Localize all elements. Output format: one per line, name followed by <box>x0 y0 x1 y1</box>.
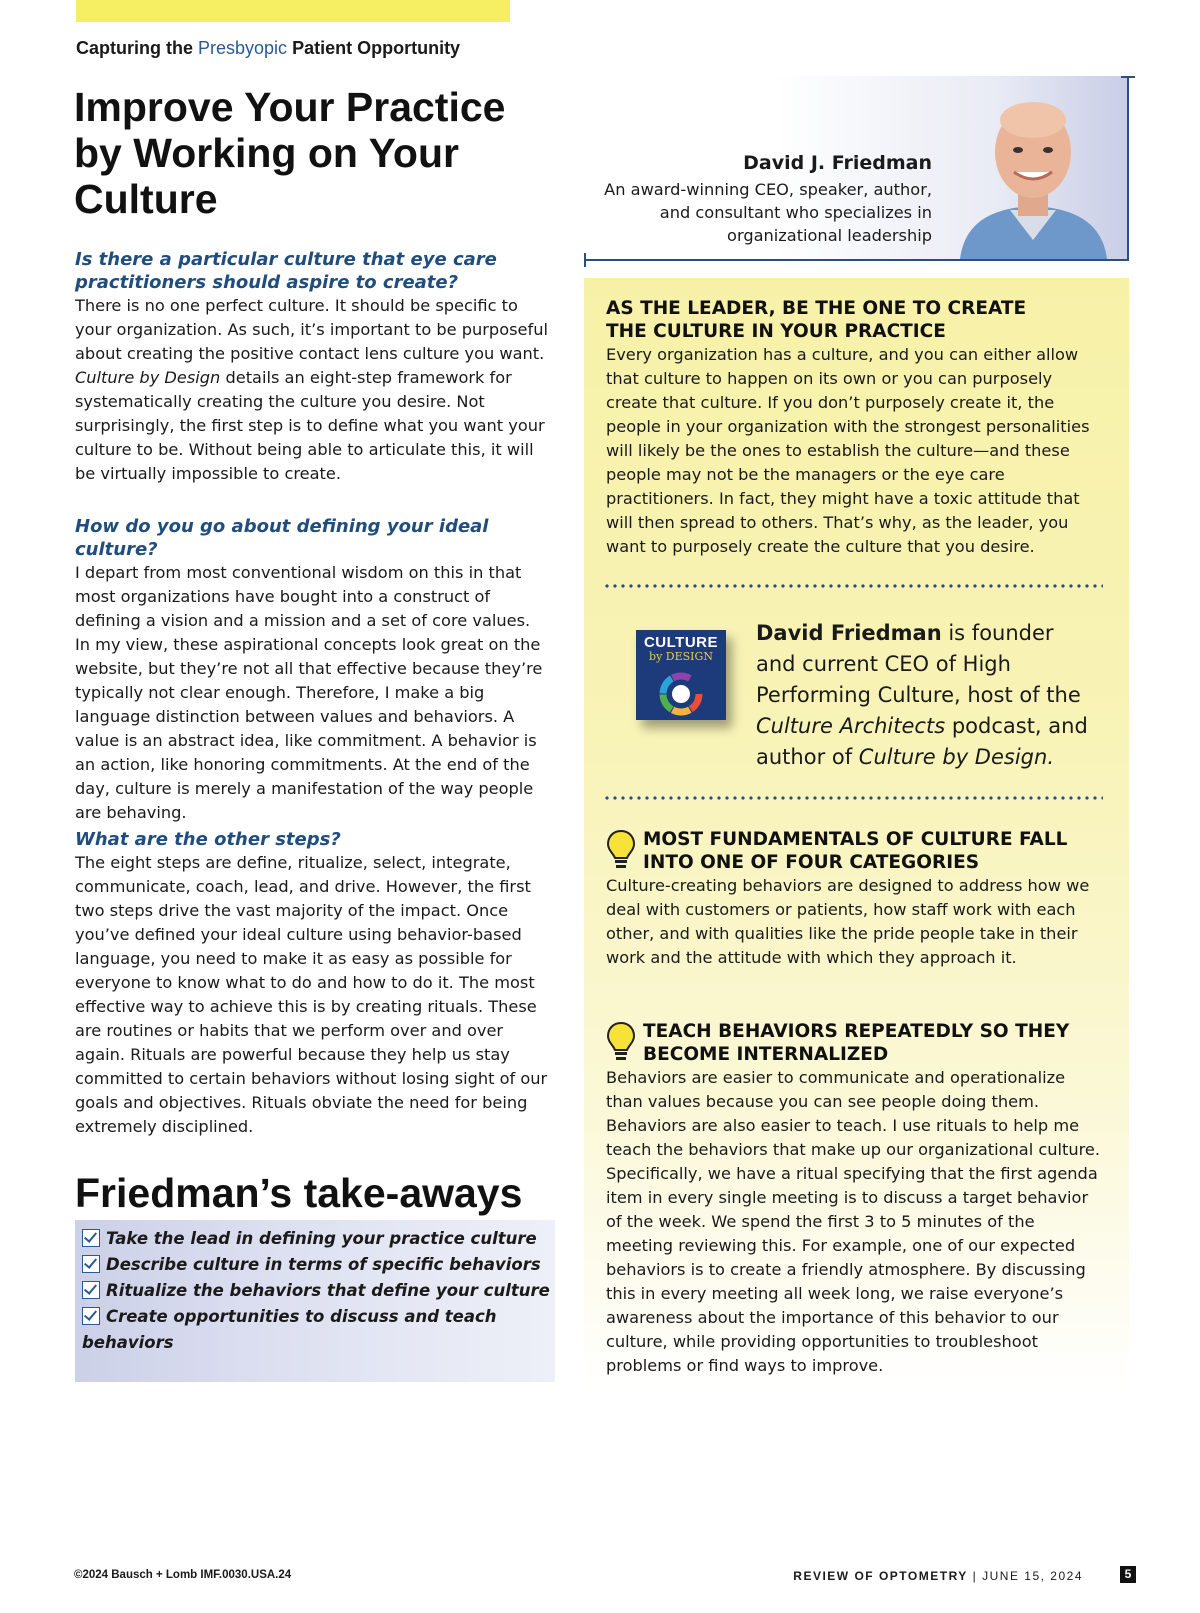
panel-section-leader <box>606 297 1106 559</box>
qa-block-1 <box>75 248 550 486</box>
takeaway-item <box>82 1304 552 1356</box>
question-2: How do you go about defining your ideal culture? <box>75 516 489 560</box>
book-cover-subtitle: by DESIGN <box>649 650 713 663</box>
takeaway-item <box>82 1226 552 1252</box>
qa-block-3 <box>75 828 550 1139</box>
card-rule-vertical <box>1127 76 1129 261</box>
takeaway-item <box>82 1252 552 1278</box>
book-wheel-graphic <box>636 630 726 720</box>
panel-paragraph-2: Culture-creating behaviors are designed to address how we deal with customers or patients, how staff work with each other, and with qualities like the pride people take in their work and the attitude with which they approach it. <box>606 876 1090 967</box>
panel-heading-2: MOST FUNDAMENTALS OF CULTURE FALL INTO ONE OF FOUR CATEGORIES <box>643 829 1068 873</box>
footer-separator: | <box>967 1569 983 1583</box>
kicker-post: Patient Opportunity <box>292 38 461 58</box>
page-number: 5 <box>1120 1566 1136 1583</box>
qa-block-2 <box>75 515 550 825</box>
footer-publication <box>793 1569 1083 1583</box>
panel-heading-3: TEACH BEHAVIORS REPEATEDLY SO THEY BECOME INTERNALIZED <box>643 1021 1070 1065</box>
portrait-illustration <box>940 90 1127 259</box>
answer-1 <box>75 294 550 486</box>
page-title: Improve Your Practice by Working on Your Culture <box>74 84 506 222</box>
bio-podcast-title: Culture Architects <box>756 714 946 738</box>
bio-text: podcast, and author of <box>756 714 1088 769</box>
lightbulb-icon <box>606 829 636 871</box>
panel-paragraph-3: Behaviors are easier to communicate and operationalize than values because you can see people doing them. Behaviors are also easier to teach. I use rituals to help me teach the behaviors that make up our organizational culture. Specifically, we have a ritual specifying that the first agenda item in every single meeting is to discuss a target behavior of the week. We spend the first 3 to 5 minutes of the meeting reviewing this. For example, one of our expected behaviors is to create a friendly atmosphere. By discussing this in every meeting all week long, we raise everyone’s awareness about the importance of this behavior to our culture, while providing opportunities to troubleshoot problems or find ways to improve. <box>606 1068 1101 1375</box>
takeaway-text: Create opportunities to discuss and teach behaviors <box>82 1307 497 1352</box>
checkbox-icon <box>82 1307 100 1325</box>
book-cover-title: CULTURE <box>643 634 719 651</box>
answer-2: I depart from most conventional wisdom on this in that most organizations have bought into a construct of defining a vision and a mission and a set of core values. In my view, these aspirational concepts look great on the website, but they’re not all that effective because they’re typically not clear enough. Therefore, I make a big language distinction between values and behaviors. A value is an abstract idea, like commitment. A behavior is an action, like honoring commitments. At the end of the day, culture is merely a manifestation of the way people are behaving. <box>75 563 543 822</box>
card-rule-tick <box>1121 76 1135 78</box>
card-rule-horizontal <box>584 259 1129 261</box>
top-color-bar <box>76 0 510 22</box>
panel-heading-1 <box>606 297 1106 343</box>
bio-name: David Friedman <box>756 621 942 645</box>
takeaway-text: Describe culture in terms of specific behaviors <box>106 1255 541 1274</box>
footer-copyright: ©2024 Bausch + Lomb IMF.0030.USA.24 <box>74 1569 292 1581</box>
section-kicker <box>76 38 460 59</box>
checkbox-icon <box>82 1229 100 1247</box>
takeaway-item <box>82 1278 552 1304</box>
answer-1-part2: details an eight-step framework for systematically creating the culture you desire. Not surprisingly, the first step is to define what you want your culture to be. Without being able to articulate this, it will be virtually impossible to create. <box>75 368 545 483</box>
question-3: What are the other steps? <box>75 829 341 850</box>
lightbulb-icon <box>606 1021 636 1063</box>
dotted-divider <box>603 796 1103 800</box>
kicker-accent: Presbyopic <box>198 38 288 58</box>
answer-1-part1: There is no one perfect culture. It should be specific to your organization. As such, it’s important to be purposeful about creating the positive contact lens culture you want. <box>75 296 548 363</box>
panel-section-teach <box>606 1020 1106 1378</box>
publication-name: REVIEW OF OPTOMETRY <box>793 1569 968 1583</box>
author-portrait <box>940 90 1127 259</box>
bio-book-title: Culture by Design. <box>858 745 1054 769</box>
heading-line: AS THE LEADER, BE THE ONE TO CREATE <box>606 298 1027 319</box>
panel-paragraph-1: Every organization has a culture, and you can either allow that culture to happen on its own or you can purposely create that culture. If you don’t purposely create it, the people in your organization with the strongest personalities will likely be the ones to establish the culture—and these people may not be the managers or the eye care practitioners. In fact, they might have a toxic attitude that will then spread to others. That’s why, as the leader, you want to purposely create the culture that you desire. <box>606 345 1090 556</box>
checkbox-icon <box>82 1281 100 1299</box>
takeaway-text: Ritualize the behaviors that define your culture <box>106 1281 550 1300</box>
heading-line: THE CULTURE IN YOUR PRACTICE <box>606 321 946 342</box>
panel-section-fundamentals <box>606 828 1106 970</box>
panel-heading-3-wrap <box>606 1020 1106 1066</box>
bio-text: is founder and current CEO of High Performing Culture, host of the <box>756 621 1081 707</box>
answer-1-book-title: Culture by Design <box>75 368 221 387</box>
publication-date: JUNE 15, 2024 <box>982 1569 1083 1583</box>
checkbox-icon <box>82 1255 100 1273</box>
takeaways-list <box>82 1226 552 1356</box>
author-description: An award-winning CEO, speaker, author, and consultant who specializes in organizational leadership <box>604 180 932 245</box>
card-rule-tick <box>584 253 586 267</box>
book-cover <box>636 630 726 720</box>
dotted-divider <box>603 584 1103 588</box>
author-name: David J. Friedman <box>743 152 932 174</box>
answer-3: The eight steps are define, ritualize, select, integrate, communicate, coach, lead, and drive. However, the first two steps drive the vast majority of the impact. Once you’ve defined your ideal culture using behavior-based language, you need to make it as easy as possible for everyone to know what to do and how to do it. The most effective way to achieve this is by creating rituals. These are routines or habits that we perform over and over again. Rituals are powerful because they help us stay committed to certain behaviors without losing sight of our goals and objectives. Rituals obviate the need for being extremely disciplined. <box>75 853 548 1136</box>
panel-heading-2-wrap <box>606 828 1106 874</box>
takeaway-text: Take the lead in defining your practice culture <box>106 1229 537 1248</box>
question-1: Is there a particular culture that eye care practitioners should aspire to create? <box>75 249 497 293</box>
kicker-pre: Capturing the <box>76 38 193 58</box>
takeaways-title: Friedman’s take-aways <box>75 1170 523 1216</box>
author-bio <box>756 618 1096 773</box>
